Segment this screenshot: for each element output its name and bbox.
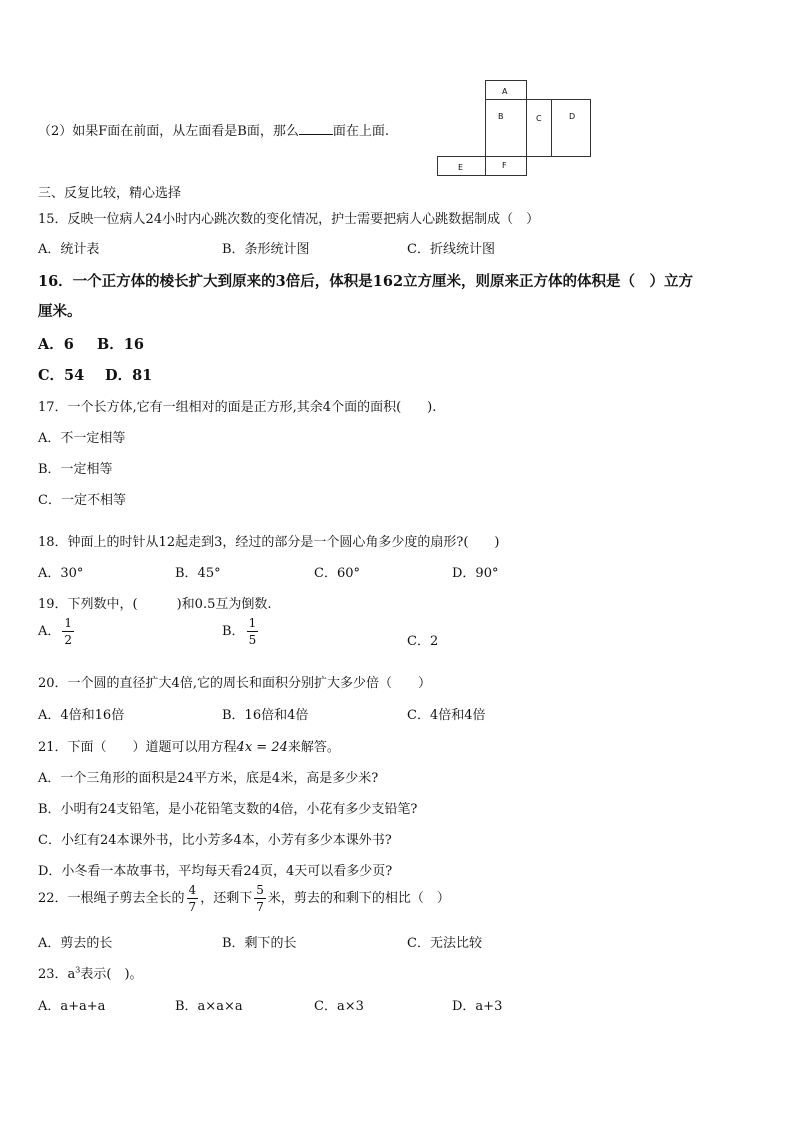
fraction: $\frac{5}{7}$ bbox=[256, 883, 264, 914]
q18-text: 18．钟面上的时针从12起走到3，经过的部分是一个圆心角多少度的扇形?( ) bbox=[38, 535, 500, 550]
q21-option-a[interactable]: A．一个三角形的面积是24平方米，底是4米，高是多少米? bbox=[38, 771, 379, 786]
section-heading: 三、反复比较，精心选择 bbox=[38, 186, 182, 201]
q23-option-d[interactable]: D．a+3 bbox=[452, 999, 503, 1014]
q19-option-b[interactable] bbox=[222, 617, 260, 646]
q20-text: 20．一个圆的直径扩大4倍,它的周长和面积分别扩大多少倍（ ） bbox=[38, 676, 431, 691]
q22-option-b[interactable]: B．剩下的长 bbox=[222, 936, 297, 951]
q19-option-a[interactable] bbox=[38, 617, 76, 646]
fraction: $\frac{1}{5}$ bbox=[248, 616, 257, 647]
q19-text: 19．下列数中，( )和0.5互为倒数. bbox=[38, 597, 272, 612]
q23-option-c[interactable]: C．a×3 bbox=[314, 999, 364, 1014]
cube-net-diagram bbox=[437, 80, 597, 180]
q17-option-c[interactable]: C．一定不相等 bbox=[38, 493, 126, 508]
q19-option-c[interactable]: C．2 bbox=[407, 634, 439, 649]
fraction: $\frac{1}{2}$ bbox=[64, 616, 73, 647]
net-face-d: D bbox=[551, 99, 591, 157]
q16-option-c[interactable]: C．54 bbox=[38, 367, 85, 384]
q18-option-b[interactable]: B．45° bbox=[175, 566, 221, 581]
net-face-c: C bbox=[526, 99, 552, 157]
q15-option-a[interactable]: A．统计表 bbox=[38, 242, 100, 257]
q21-option-b[interactable]: B．小明有24支铅笔，是小花铅笔支数的4倍，小花有多少支铅笔? bbox=[38, 802, 418, 817]
q21-text: 21．下面（ ）道题可以用方程4x = 24来解答。 bbox=[38, 740, 340, 755]
equation: 4x = 24 bbox=[236, 740, 288, 755]
net-face-b: B bbox=[485, 99, 527, 157]
q20-option-b[interactable]: B．16倍和4倍 bbox=[222, 708, 309, 723]
q15-option-b[interactable]: B．条形统计图 bbox=[222, 242, 310, 257]
q14-part2-prefix: （2）如果F面在前面，从左面看是B面，那么 bbox=[38, 124, 299, 139]
q15-option-c[interactable]: C．折线统计图 bbox=[407, 242, 495, 257]
q16-text-line2: 厘米。 bbox=[38, 303, 82, 320]
q16-option-b[interactable]: B．16 bbox=[97, 336, 144, 353]
q21-option-c[interactable]: C．小红有24本课外书，比小芳多4本，小芳有多少本课外书? bbox=[38, 833, 392, 848]
q18-option-c[interactable]: C．60° bbox=[314, 566, 360, 581]
q21-option-d[interactable]: D．小冬看一本故事书，平均每天看24页，4天可以看多少页? bbox=[38, 864, 393, 879]
net-face-a: A bbox=[485, 80, 527, 100]
q23-text: 23．$a^3$表示( )。 bbox=[38, 965, 143, 982]
q17-text: 17．一个长方体,它有一组相对的面是正方形,其余4个面的面积( ). bbox=[38, 400, 437, 415]
q17-option-a[interactable]: A．不一定相等 bbox=[38, 431, 126, 446]
q16-text-line1: 16．一个正方体的棱长扩大到原来的3倍后，体积是162立方厘米，则原来正方体的体积是（ ）立方 bbox=[38, 273, 694, 290]
q18-option-d[interactable]: D．90° bbox=[452, 566, 499, 581]
fraction: $\frac{4}{7}$ bbox=[188, 883, 197, 914]
q16-option-a[interactable]: A．6 bbox=[38, 336, 74, 353]
q22-option-a[interactable]: A．剪去的长 bbox=[38, 936, 113, 951]
net-face-f: F bbox=[485, 156, 527, 176]
option-label: A． bbox=[38, 624, 61, 639]
answer-blank[interactable] bbox=[299, 122, 333, 135]
option-label: B． bbox=[222, 624, 245, 639]
q22-text: 22．一根绳子剪去全长的 $\frac{4}{7}$ ，还剩下 $\frac{5}{7}$ 米，剪去的和剩下的相比（ ） bbox=[38, 883, 450, 914]
q23-option-a[interactable]: A．a+a+a bbox=[38, 999, 106, 1014]
q14-part2 bbox=[38, 120, 389, 139]
net-face-e: E bbox=[437, 156, 486, 176]
q20-option-a[interactable]: A．4倍和16倍 bbox=[38, 708, 125, 723]
q14-part2-suffix: 面在上面. bbox=[332, 124, 389, 139]
q15-text: 15．反映一位病人24小时内心跳次数的变化情况，护士需要把病人心跳数据制成（ ） bbox=[38, 212, 540, 227]
q17-option-b[interactable]: B．一定相等 bbox=[38, 462, 113, 477]
q18-option-a[interactable]: A．30° bbox=[38, 566, 84, 581]
q20-option-c[interactable]: C．4倍和4倍 bbox=[407, 708, 486, 723]
q23-option-b[interactable]: B．a×a×a bbox=[175, 999, 243, 1014]
q22-option-c[interactable]: C．无法比较 bbox=[407, 936, 482, 951]
q16-option-d[interactable]: D．81 bbox=[105, 367, 153, 384]
